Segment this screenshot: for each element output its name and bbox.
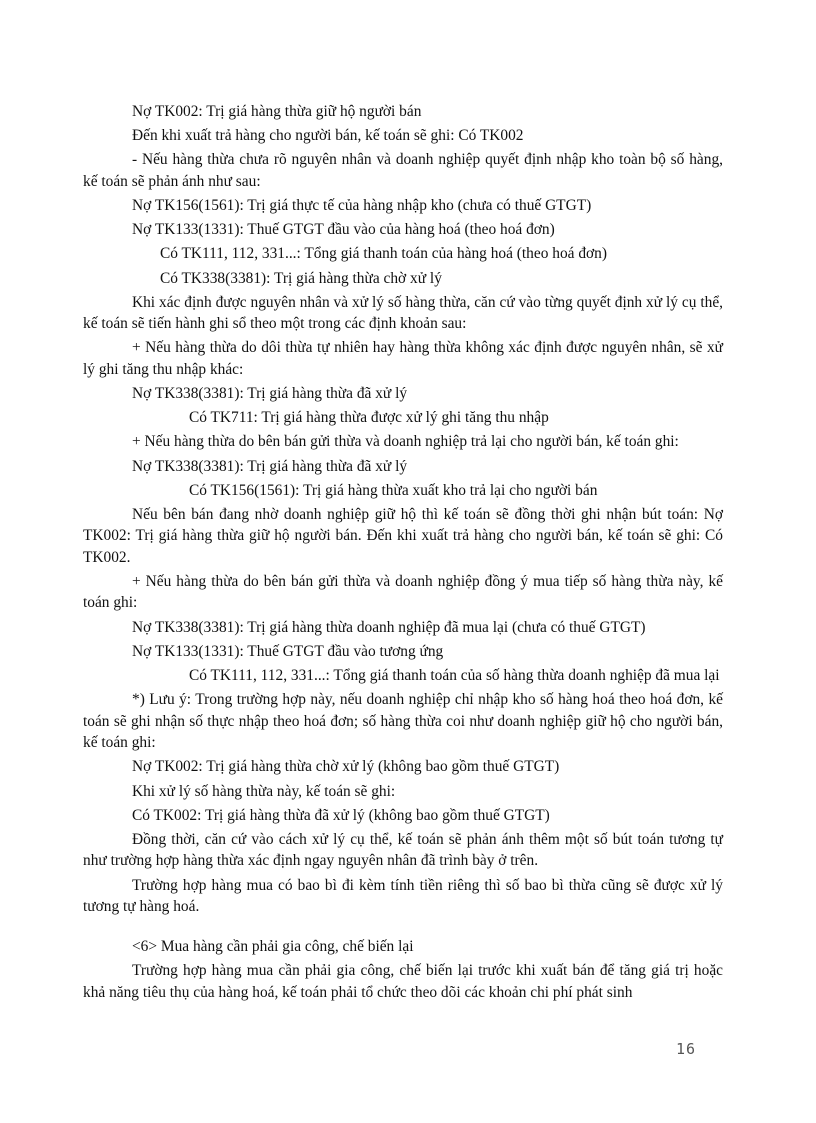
journal-entry: Có TK002: Trị giá hàng thừa đã xử lý (không bao gồm thuế GTGT) <box>132 806 550 824</box>
paragraph: - Nếu hàng thừa chưa rõ nguyên nhân và doanh nghiệp quyết định nhập kho toàn bộ số hàng, kế toán sẽ phản ánh như sau: <box>83 151 723 190</box>
journal-entry: Nợ TK338(3381): Trị giá hàng thừa đã xử lý <box>132 457 408 475</box>
paragraph: Trường hợp hàng mua có bao bì đi kèm tính tiền riêng thì số bao bì thừa cũng sẽ được xử lý tương tự hàng hoá. <box>83 876 723 915</box>
note-paragraph: *) Lưu ý: Trong trường hợp này, nếu doanh nghiệp chỉ nhập kho số hàng hoá theo hoá đơn, kế toán sẽ ghi nhận số thực nhập theo hoá đơn; số hàng thừa coi như doanh nghiệp giữ hộ cho người bán, kế toán ghi: <box>83 691 723 752</box>
journal-entry: Có TK711: Trị giá hàng thừa được xử lý ghi tăng thu nhập <box>189 409 549 427</box>
paragraph: + Nếu hàng thừa do bên bán gửi thừa và doanh nghiệp trả lại cho người bán, kế toán ghi: <box>132 433 679 451</box>
paragraph: + Nếu hàng thừa do bên bán gửi thừa và doanh nghiệp đồng ý mua tiếp số hàng thừa này, kế toán ghi: <box>83 573 723 612</box>
paragraph: Đồng thời, căn cứ vào cách xử lý cụ thể, kế toán sẽ phản ánh thêm một số bút toán tương tự như trường hợp hàng thừa xác định ngay nguyên nhân đã trình bày ở trên. <box>83 830 723 870</box>
journal-entry: Nợ TK338(3381): Trị giá hàng thừa doanh nghiệp đã mua lại (chưa có thuế GTGT) <box>132 618 646 636</box>
paragraph: Trường hợp hàng mua cần phải gia công, chế biến lại trước khi xuất bán để tăng giá trị hoặc khả năng tiêu thụ của hàng hoá, kế toán phải tổ chức theo dõi các khoản chi phí phát sinh <box>83 962 723 1001</box>
journal-entry: Nợ TK133(1331): Thuế GTGT đầu vào tương ứng <box>132 642 444 660</box>
page-number: 16 <box>676 1040 697 1058</box>
paragraph: Nợ TK002: Trị giá hàng thừa giữ hộ người bán <box>132 103 422 120</box>
journal-entry: Nợ TK156(1561): Trị giá thực tế của hàng nhập kho (chưa có thuế GTGT) <box>132 197 592 215</box>
journal-entry: Nợ TK338(3381): Trị giá hàng thừa đã xử lý <box>132 385 408 403</box>
section-heading: <6> Mua hàng cần phải gia công, chế biến lại <box>132 938 414 956</box>
body-text <box>83 101 723 1006</box>
journal-entry: Nợ TK002: Trị giá hàng thừa chờ xử lý (không bao gồm thuế GTGT) <box>132 758 560 776</box>
journal-entry: Có TK111, 112, 331...: Tổng giá thanh toán của số hàng thừa doanh nghiệp đã mua lại <box>189 667 720 685</box>
journal-entry: Có TK338(3381): Trị giá hàng thừa chờ xử lý <box>160 269 442 287</box>
journal-entry: Có TK156(1561): Trị giá hàng thừa xuất kho trả lại cho người bán <box>189 481 598 499</box>
journal-entry: Có TK111, 112, 331...: Tổng giá thanh toán của hàng hoá (theo hoá đơn) <box>160 245 607 263</box>
paragraph: Khi xác định được nguyên nhân và xử lý số hàng thừa, căn cứ vào từng quyết định xử lý cụ thể, kế toán sẽ tiến hành ghi sổ theo một trong các định khoản sau: <box>83 293 723 333</box>
section-gap <box>83 920 723 936</box>
paragraph: Nếu bên bán đang nhờ doanh nghiệp giữ hộ thì kế toán sẽ đồng thời ghi nhận bút toán: Nợ TK002: Trị giá hàng thừa giữ hộ người bán. Đến khi xuất trả hàng cho người bán, kế toán sẽ ghi: Có TK002. <box>83 506 723 566</box>
journal-entry: Nợ TK133(1331): Thuế GTGT đầu vào của hàng hoá (theo hoá đơn) <box>132 221 555 239</box>
paragraph: Khi xử lý số hàng thừa này, kế toán sẽ ghi: <box>132 782 396 800</box>
paragraph: Đến khi xuất trả hàng cho người bán, kế toán sẽ ghi: Có TK002 <box>132 127 524 145</box>
paragraph: + Nếu hàng thừa do dôi thừa tự nhiên hay hàng thừa không xác định được nguyên nhân, sẽ xử lý ghi tăng thu nhập khác: <box>83 339 723 378</box>
